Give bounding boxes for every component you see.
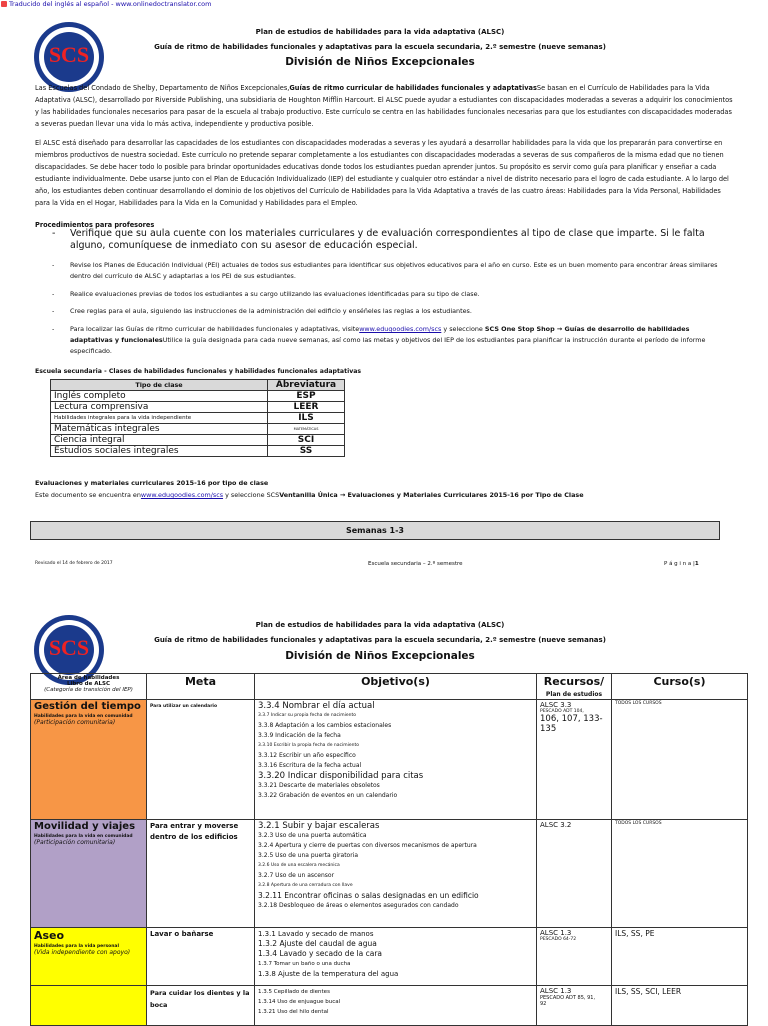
table-row: Estudios sociales integrales SS	[51, 446, 345, 457]
col-goal: Meta	[147, 674, 255, 700]
objectives-cell: 3.2.1 Subir y bajar escaleras 3.2.3 Uso de una puerta automática 3.2.4 Apertura y cierre de puertas con diversos mecanismos de apertura 3.2.5 Uso de una puerta giratoria 3.2.6 Uso de una escalera mecánica 3.2.7 Uso de un ascensor 3.2.8 Apertura de una cerradura con llave 3.2.11 Encontrar oficinas o salas designadas en un edificio 3.2.18 Desbloqueo de áreas o elementos asegurados con candado	[255, 820, 537, 928]
courses-cell: ILS, SS, SCI, LEER	[612, 986, 748, 1026]
classes-heading: Escuela secundaria - Clases de habilidades funcionales y habilidades funcionales adaptativas	[35, 368, 362, 375]
school-logo: SCS	[34, 615, 104, 685]
resources-cell: ALSC 3.2	[537, 820, 612, 928]
doc-title: Plan de estudios de habilidades para la vida adaptativa (ALSC)	[255, 621, 505, 629]
class-types-table	[50, 379, 345, 457]
footer-center: Escuela secundaria – 2.º semestre	[368, 561, 463, 567]
table-row	[31, 820, 748, 928]
goal-cell: Para entrar y moverse dentro de los edificios	[147, 820, 255, 928]
edugoodies-link[interactable]: www.edugoodies.com/scs	[140, 491, 224, 499]
table-row: Inglés completo ESP	[51, 391, 345, 402]
doc-division: División de Niños Excepcionales	[285, 56, 475, 68]
courses-cell: TODOS LOS CURSOS	[612, 820, 748, 928]
doc-subtitle: Guía de ritmo de habilidades funcionales y adaptativas para la escuela secundaria, 2.º semestre (nueve semanas)	[154, 636, 606, 644]
pacing-table	[30, 673, 748, 1026]
page-gap	[0, 575, 768, 605]
objectives-cell: 1.3.1 Lavado y secado de manos 1.3.2 Ajuste del caudal de agua 1.3.4 Lavado y secado de la cara 1.3.7 Tomar un baño o una ducha 1.3.8 Ajuste de la temperatura del agua	[255, 928, 537, 986]
col-courses: Curso(s)	[612, 674, 748, 700]
skill-area-cell: Gestión del tiempo Habilidades para la vida en comunidad (Participación comunitaria)	[31, 700, 147, 820]
edugoodies-link[interactable]: www.edugoodies.com/scs	[359, 325, 442, 333]
doc-division: División de Niños Excepcionales	[285, 650, 475, 662]
doc-subtitle: Guía de ritmo de habilidades funcionales y adaptativas para la escuela secundaria, 2.º semestre (nueve semanas)	[154, 43, 606, 51]
courses-cell: TODOS LOS CURSOS	[612, 700, 748, 820]
translation-link[interactable]: Traducido del inglés al español - www.onlinedoctranslator.com	[9, 0, 212, 8]
weeks-banner: Semanas 1-3	[30, 521, 720, 540]
col-class-type: Tipo de clase	[51, 380, 268, 391]
table-row: Matemáticas integrales MATEMÁTICAS	[51, 424, 345, 435]
school-logo: SCS	[34, 22, 104, 92]
table-row: Habilidades integrales para la vida independiente ILS	[51, 413, 345, 424]
table-row: Lectura comprensiva LEER	[51, 402, 345, 413]
translate-icon	[1, 1, 7, 7]
col-abbreviation: Abreviatura	[268, 380, 345, 391]
table-row	[31, 700, 748, 820]
doc-title: Plan de estudios de habilidades para la vida adaptativa (ALSC)	[255, 28, 505, 36]
col-objectives: Objetivo(s)	[255, 674, 537, 700]
col-resources: Recursos/ Plan de estudios	[537, 674, 612, 700]
resources-cell: ALSC 1.3 PESCADO ADT 85, 91, 92	[537, 986, 612, 1026]
goal-cell: Para cuidar los dientes y la boca	[147, 986, 255, 1026]
courses-cell: ILS, SS, PE	[612, 928, 748, 986]
goal-cell: Para utilizar un calendario	[147, 700, 255, 820]
table-header-row	[31, 674, 748, 700]
purpose-paragraph: El ALSC está diseñado para desarrollar las capacidades de los estudiantes con discapacidades moderadas a severas y les ayudará a desarrollar habilidades para la vida que los prepararán para convertirse en miembros productivos de nuestra sociedad. Este currículo no pretende separar completamente a los estudiantes con discapacidades moderadas a severas de sus compañeros de la misma edad que no tienen discapacidades. Se debe hacer todo lo posible para brindar oportunidades educativas donde todos los estudiantes puedan aprender juntos. Su propósito es servir como guía para planificar y enseñar a cada estudiante individualmente. Debe usarse junto con el Plan de Educación Individualizado (IEP) del estudiante y cualquier otro estándar a nivel de distrito necesario para el logro de cada estudiante. A lo largo del año, los estudiantes deben continuar desarrollando el dominio de los objetivos del Currículo de Habilidades para la Vida Adaptativa a través de las cuatro áreas: Habilidades para la Vida Personal, Habilidades para la Vida en el Hogar, Habilidades para la Vida en la Comunidad y Habilidades para el Empleo.	[35, 139, 729, 207]
skill-area-cell	[31, 986, 147, 1026]
goal-cell: Lavar o bañarse	[147, 928, 255, 986]
table-row: Ciencia integral SCI	[51, 435, 345, 446]
document-page-1: SCS Plan de estudios de habilidades para la vida adaptativa (ALSC) Guía de ritmo de habilidades funcionales y adaptativas para la escuela secundaria, 2.º semestre (nueve semanas) División de Niños Excepcionales Las Escuelas del Condado de Shelby, Departamento de Niños Excepcionales,Guías de ritmo curricular de habilidades funcionales y adaptativasSe basan en el Currículo de Habilidades para la Vida Adaptativa (ALSC), desarrollado por Riverside Publishing, una subsidiaria de Houghton Mifflin Harcourt. El ALSC puede ayudar a estudiantes con discapacidades moderadas a severas a adquirir los conocimientos y las habilidades funcionales necesarios para pasar de la escuela al trabajo productivo. Este currículo se centra en las habilidades funcionales necesarias para que los estudiantes con discapacidades moderadas a severas puedan llevar una vida lo más activa, independiente y productiva posible. El ALSC está diseñado para desarrollar las capacidades de los estudiantes con discapacidades moderadas a severas y les ayudará a desarrollar habilidades para la vida que los prepararán para convertirse en miembros productivos de nuestra sociedad. Este currículo no pretende separar completamente a los estudiantes con discapacidades moderadas a severas de sus compañeros de la misma edad que no tienen discapacidades. Se debe hacer todo lo posible para brindar oportunidades educativas donde todos los estudiantes puedan aprender juntos. Su propósito es servir como guía para planificar y enseñar a cada estudiante individualmente. Debe usarse junto con el Plan de Educación Individualizado (IEP) del estudiante y cualquier otro estándar a nivel de distrito necesario para el logro de cada estudiante. A lo largo del año, los estudiantes deben continuar desarrollando el dominio de los objetivos del Currículo de Habilidades para la Vida Adaptativa a través de las cuatro áreas: Habilidades para la Vida Personal, Habilidades para la Vida en el Hogar, Habilidades para la Vida en la Comunidad y Habilidades para el Empleo. Procedimientos para profesores - Verifique que su aula cuente con los materiales curriculares y de evaluación correspondientes al tipo de clase que imparte. Si le falta alguno, comuníquese de inmediato con su asesor de educación especial. - Revise los Planes de Educación Individual (PEI) actuales de todos sus estudiantes para identificar sus objetivos educativos para el año en curso. Este es un buen momento para encontrar áreas similares dentro del currículo de ALSC y adaptarlas a los PEI de sus estudiantes. - Realice evaluaciones previas de todos los estudiantes a su cargo utilizando las evaluaciones identificadas para su tipo de clase. - Cree reglas para el aula, siguiendo las instrucciones de la administración del edificio y enséñeles las reglas a los estudiantes. - Para localizar las Guías de ritmo curricular de habilidades funcionales y adaptativas, visitewww.edugoodies.com/scs y seleccione SCS One Stop Shop → Guías de desarrollo de habilidades adaptativas y funcionalesUtilice la guía designada para cada nueve semanas, así como las metas y objetivos del IEP de los estudiantes para planificar la instrucción durante el período de informe especificado. Escuela secundaria - Clases de habilidades funcionales y habilidades funcionales adaptativas Tipo de clase Abreviatura Inglés completo ESP Lectura comprensiva LEER Habilidades integrales para la vida independiente ILS Matemáticas integrales MATEMÁTICAS Ciencia integral SCI Estudios sociales integrales SS Evaluaciones y materiales curriculares 2015-16 por tipo de clase Este documento se encuentra enwww.edugoodies.com/scs y seleccione SCSVentanilla Única → Evaluaciones y Materiales Curriculares 2015-16 por Tipo de Clase Semanas 1-3 Revisado el 14 de febrero de 2017 Escuela secundaria – 2.º semestre P á g i n a |1	[0, 10, 768, 575]
skill-area-cell: Aseo Habilidades para la vida personal (Vida independiente con apoyo)	[31, 928, 147, 986]
objectives-cell: 3.3.4 Nombrar el día actual 3.3.7 Indicar su propia fecha de nacimiento 3.3.8 Adaptación a los cambios estacionales 3.3.9 Indicación de la fecha 3.3.10 Escribir la propia fecha de nacimiento 3.3.12 Escribir un año específico 3.3.16 Escritura de la fecha actual 3.3.20 Indicar disponibilidad para citas 3.3.21 Descarte de materiales obsoletos 3.3.22 Grabación de eventos en un calendario	[255, 700, 537, 820]
evaluations-heading: Evaluaciones y materiales curriculares 2015-16 por tipo de clase	[35, 479, 269, 487]
objectives-cell: 1.3.5 Cepillado de dientes 1.3.14 Uso de enjuague bucal 1.3.21 Uso del hilo dental	[255, 986, 537, 1026]
footer-page: P á g i n a |1	[664, 561, 699, 567]
footer-revised: Revisado el 14 de febrero de 2017	[35, 561, 113, 566]
col-skill-area: Área de habilidades Libro de ALSC (Categoría de transición del IEP)	[31, 674, 147, 700]
resources-cell: ALSC 3.3 PESCADO ADT 104, 106, 107, 133-135	[537, 700, 612, 820]
table-row	[31, 986, 748, 1026]
evaluations-line: Este documento se encuentra enwww.edugoodies.com/scs y seleccione SCSVentanilla Única → Evaluaciones y Materiales Curriculares 2015-16 por Tipo de Clase	[35, 491, 584, 499]
procedures-heading: Procedimientos para profesores	[35, 221, 155, 229]
intro-paragraph: Las Escuelas del Condado de Shelby, Departamento de Niños Excepcionales,Guías de ritmo curricular de habilidades funcionales y adaptativasSe basan en el Currículo de Habilidades para la Vida Adaptativa (ALSC), desarrollado por Riverside Publishing, una subsidiaria de Houghton Mifflin Harcourt. El ALSC puede ayudar a estudiantes con discapacidades moderadas a severas a adquirir los conocimientos y las habilidades funcionales necesarios para pasar de la escuela al trabajo productivo. Este currículo se centra en las habilidades funcionales necesarias para que los estudiantes con discapacidades moderadas a severas puedan llevar una vida lo más activa, independiente y productiva posible.	[35, 84, 733, 128]
table-row	[31, 928, 748, 986]
skill-area-cell: Movilidad y viajes Habilidades para la vida en comunidad (Participación comunitaria)	[31, 820, 147, 928]
translation-bar[interactable]	[0, 0, 211, 9]
resources-cell: ALSC 1.3 PESCADO 64-72	[537, 928, 612, 986]
document-page-2	[0, 605, 768, 1024]
